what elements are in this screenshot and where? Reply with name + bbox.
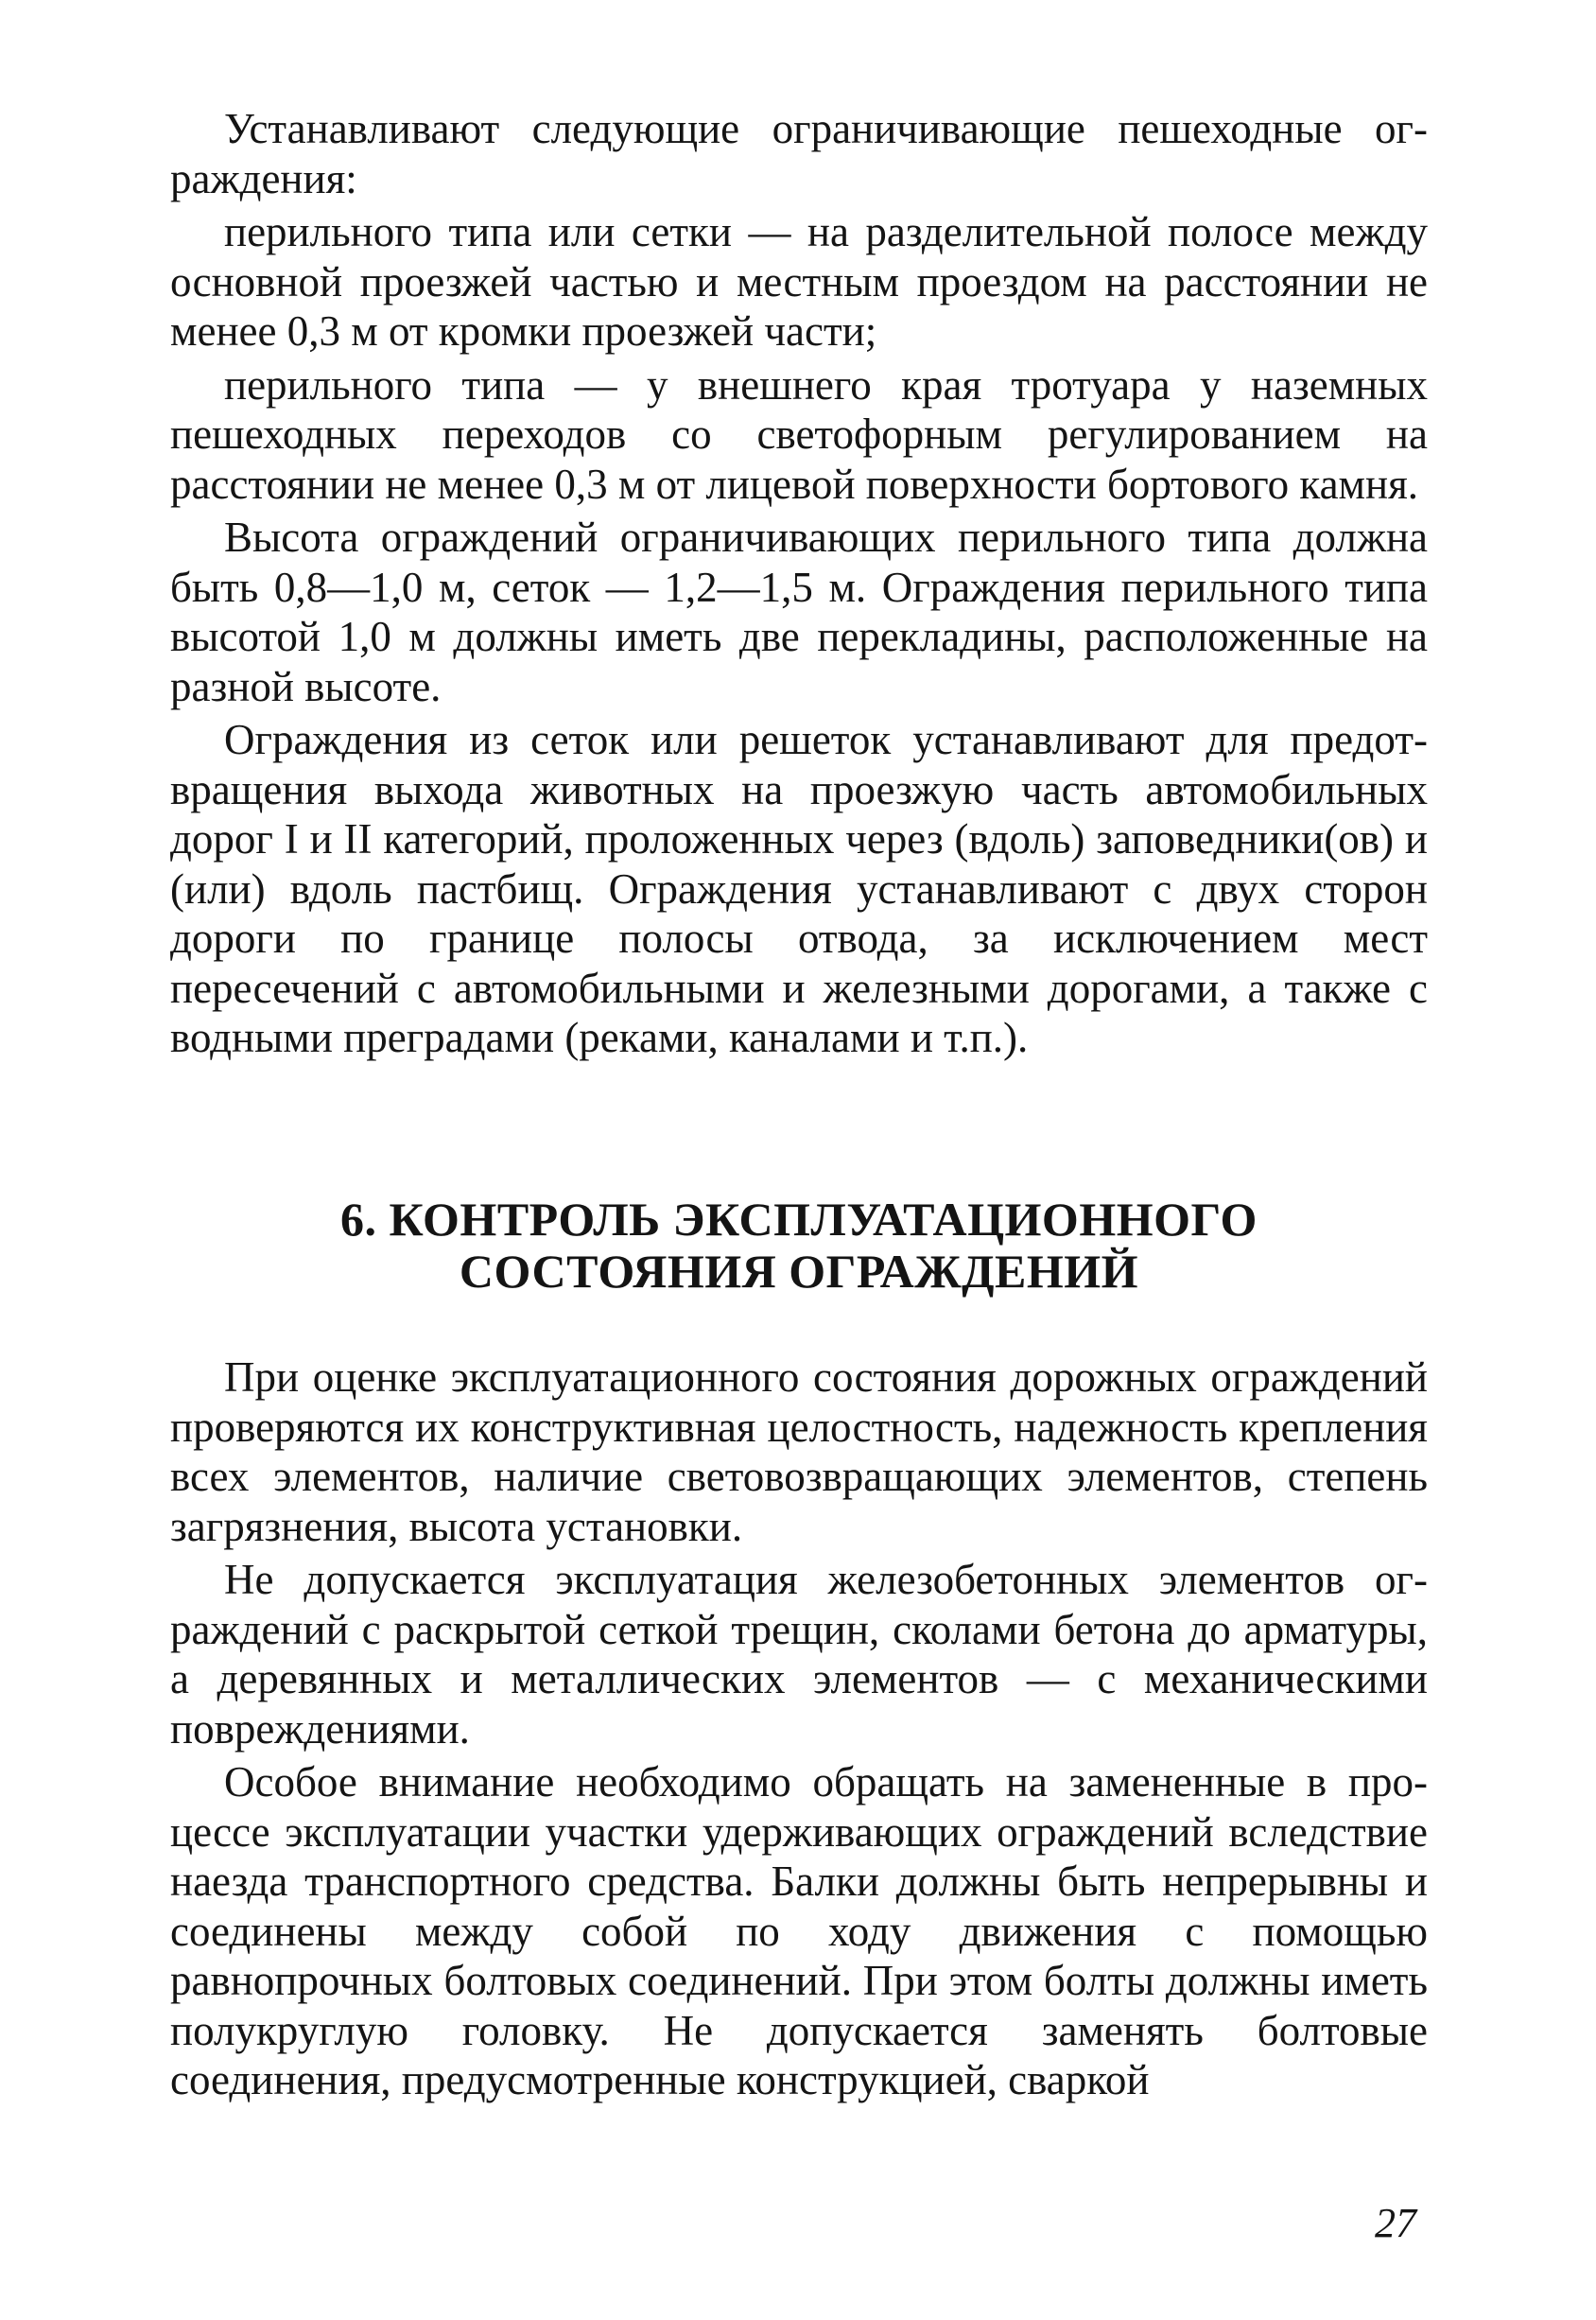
paragraph: Высота ограждений ограничивающих перильного типа должна быть 0,8—1,0 м, сеток — 1,2—1,5 м. Ограждения перильного типа высотой 1,0 м должны иметь две перекладины, расположенные на разной высоте. [170,514,1428,710]
section-6-heading [170,1194,1428,1298]
paragraph: перильного типа или сетки — на разделительной полосе между основной проезжей частью и местным проездом на расстоянии не менее 0,3 м от кромки проезжей части; [170,208,1428,355]
section-6-body [170,1352,1428,2109]
section-5-continuation [170,104,1428,1067]
paragraph: Не допускается эксплуатация железобетонных элементов ограждений с раскрытой сеткой трещин, сколами бетона до арматуры, а деревянных и металлических элементов — с механическими повреждениями. [170,1556,1428,1753]
heading-line-1: 6. КОНТРОЛЬ ЭКСПЛУАТАЦИОННОГО [340,1193,1258,1246]
paragraph: Устанавливают следующие ограничивающие пешеходные ограждения: [170,105,1428,202]
paragraph: перильного типа — у внешнего края тротуара у наземных пешеходных переходов со светофорным регулированием на расстоянии не менее 0,3 м от лицевой поверхности бортового камня. [170,360,1428,508]
paragraph: Ограждения из сеток или решеток устанавливают для предотвращения выхода животных на проезжую часть автомобильных дорог I и II категорий, проложенных через (вдоль) заповедники(ов) и (или) вдоль пастбищ. Ограждения устанавливают с двух сторон дороги по границе полосы отвода, за исключением мест пересечений с автомобильными и железными дорогами, а также с водными преградами (реками, каналами и т.п.). [170,716,1428,1061]
paragraph: Особое внимание необходимо обращать на замененные в процессе эксплуатации участки удерживающих ограждений вследствие наезда транспортного средства. Балки должны быть непрерывны и соединены между собой по ходу движения с помощью равнопрочных болтовых соединений. При этом болты должны иметь полукруглую головку. Не допускается заменять болтовые соединения, предусмотренные конструкцией, сваркой [170,1758,1428,2103]
page-number: 27 [1375,2200,1416,2246]
paragraph: При оценке эксплуатационного состояния дорожных ограждений проверяются их конструктивная целостность, надежность крепления всех элементов, наличие световозвращающих элементов, степень загрязнения, высота установки. [170,1353,1428,1550]
heading-line-2: СОСТОЯНИЯ ОГРАЖДЕНИЙ [459,1245,1139,1298]
